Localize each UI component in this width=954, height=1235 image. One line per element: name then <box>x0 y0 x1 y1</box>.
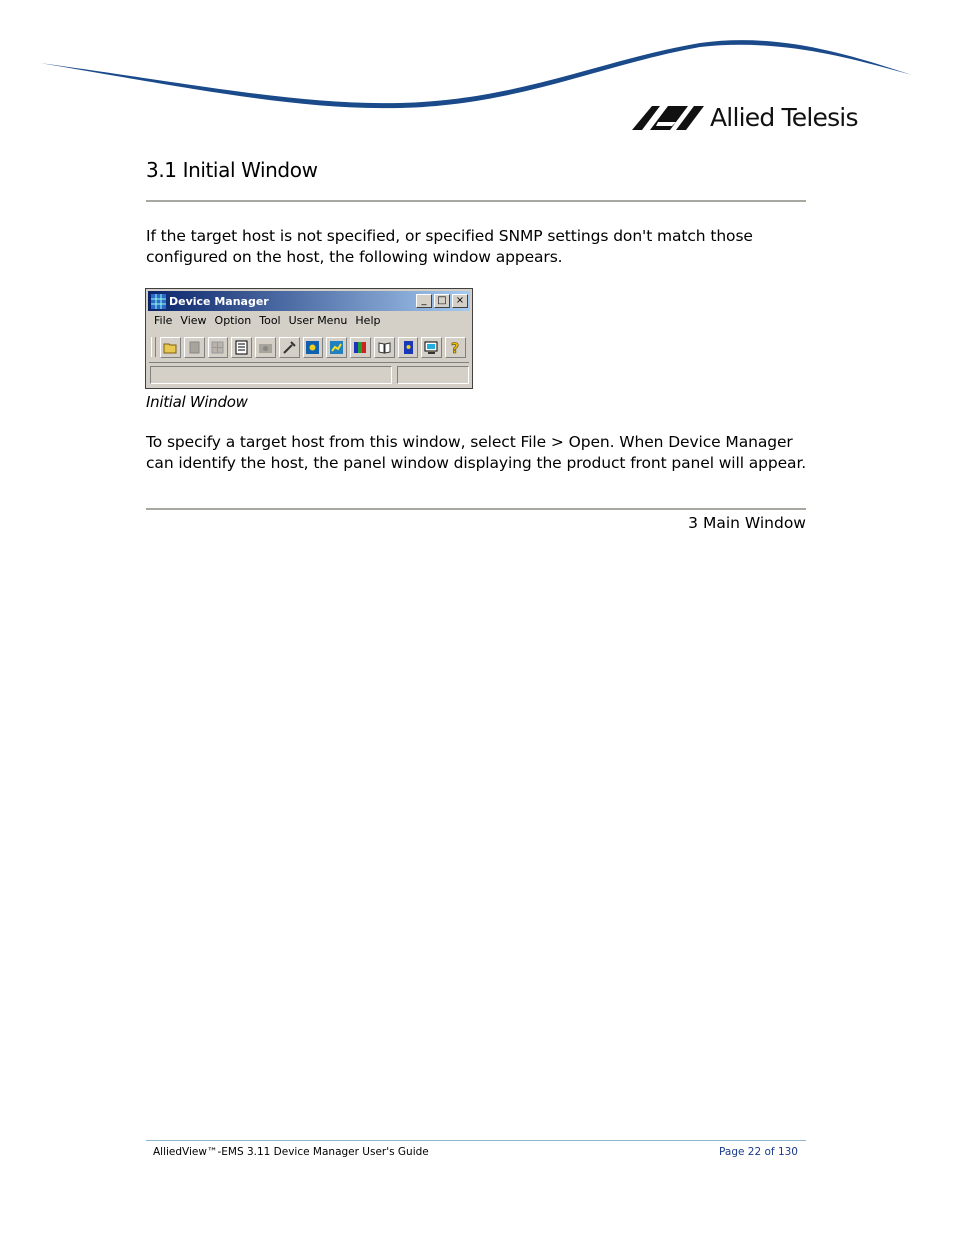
footer-rule <box>146 1140 806 1141</box>
toolbar-grip[interactable] <box>151 337 156 357</box>
brand-name: Allied Telesis <box>710 102 858 132</box>
color-bars-icon <box>353 340 368 355</box>
monitor-button[interactable] <box>421 337 442 358</box>
intro-paragraph: If the target host is not specified, or specified SNMP settings don't match those configured on the host, the following window appears. <box>146 227 753 266</box>
book-icon <box>377 340 392 355</box>
status-pane-side <box>397 366 469 384</box>
toolbar <box>149 334 469 360</box>
footer-doc-title: AlliedView™-EMS 3.11 Device Manager User's Guide <box>153 1146 429 1158</box>
figure-caption: Initial Window <box>146 393 248 411</box>
window-titlebar <box>148 291 470 311</box>
list-icon <box>234 340 249 355</box>
svg-text:?: ? <box>451 340 460 355</box>
close-button[interactable]: × <box>452 294 468 308</box>
menu-tool[interactable]: Tool <box>259 314 281 327</box>
statusbar <box>149 362 469 387</box>
heading-rule <box>146 200 806 202</box>
grid-icon <box>210 340 225 355</box>
chapter-reference: 3 Main Window <box>688 514 806 532</box>
menu-view[interactable]: View <box>180 314 207 327</box>
tools-button[interactable] <box>279 337 300 358</box>
chart-button[interactable] <box>326 337 347 358</box>
help-icon <box>448 340 463 355</box>
status-pane-main <box>150 366 392 384</box>
menu-user-menu[interactable]: User Menu <box>288 314 348 327</box>
color-bars-button[interactable] <box>350 337 371 358</box>
camera-button[interactable] <box>255 337 276 358</box>
grid-button[interactable] <box>208 337 229 358</box>
help-button[interactable] <box>445 337 466 358</box>
list-button[interactable] <box>231 337 252 358</box>
section-heading: 3.1 Initial Window <box>146 158 318 182</box>
copy-button[interactable] <box>184 337 205 358</box>
blue-book-button[interactable] <box>398 337 419 358</box>
menubar <box>152 314 386 327</box>
open-folder-icon <box>163 340 178 355</box>
device-manager-screenshot <box>145 288 473 389</box>
book-button[interactable] <box>374 337 395 358</box>
chart-icon <box>329 340 344 355</box>
footer-page-number: Page 22 of 130 <box>719 1146 798 1158</box>
open-button[interactable] <box>160 337 181 358</box>
camera-icon <box>258 340 273 355</box>
monitor-icon <box>424 340 439 355</box>
menu-help[interactable]: Help <box>355 314 381 327</box>
body-paragraph: To specify a target host from this window, select File > Open. When Device Manager can identify the host, the panel window displaying the product front panel will appear. <box>146 433 807 472</box>
network-button[interactable] <box>303 337 324 358</box>
menu-option[interactable]: Option <box>214 314 252 327</box>
allied-telesis-logo-mark <box>630 102 706 132</box>
maximize-button[interactable]: □ <box>434 294 450 308</box>
section-end-rule <box>146 508 806 510</box>
copy-icon <box>187 340 202 355</box>
window-title: Device Manager <box>169 294 269 308</box>
minimize-button[interactable]: _ <box>416 294 432 308</box>
blue-book-icon <box>401 340 416 355</box>
tools-icon <box>282 340 297 355</box>
menu-file[interactable]: File <box>154 314 173 327</box>
network-icon <box>305 340 320 355</box>
allied-telesis-logo <box>630 100 870 134</box>
app-grid-icon <box>151 294 166 309</box>
